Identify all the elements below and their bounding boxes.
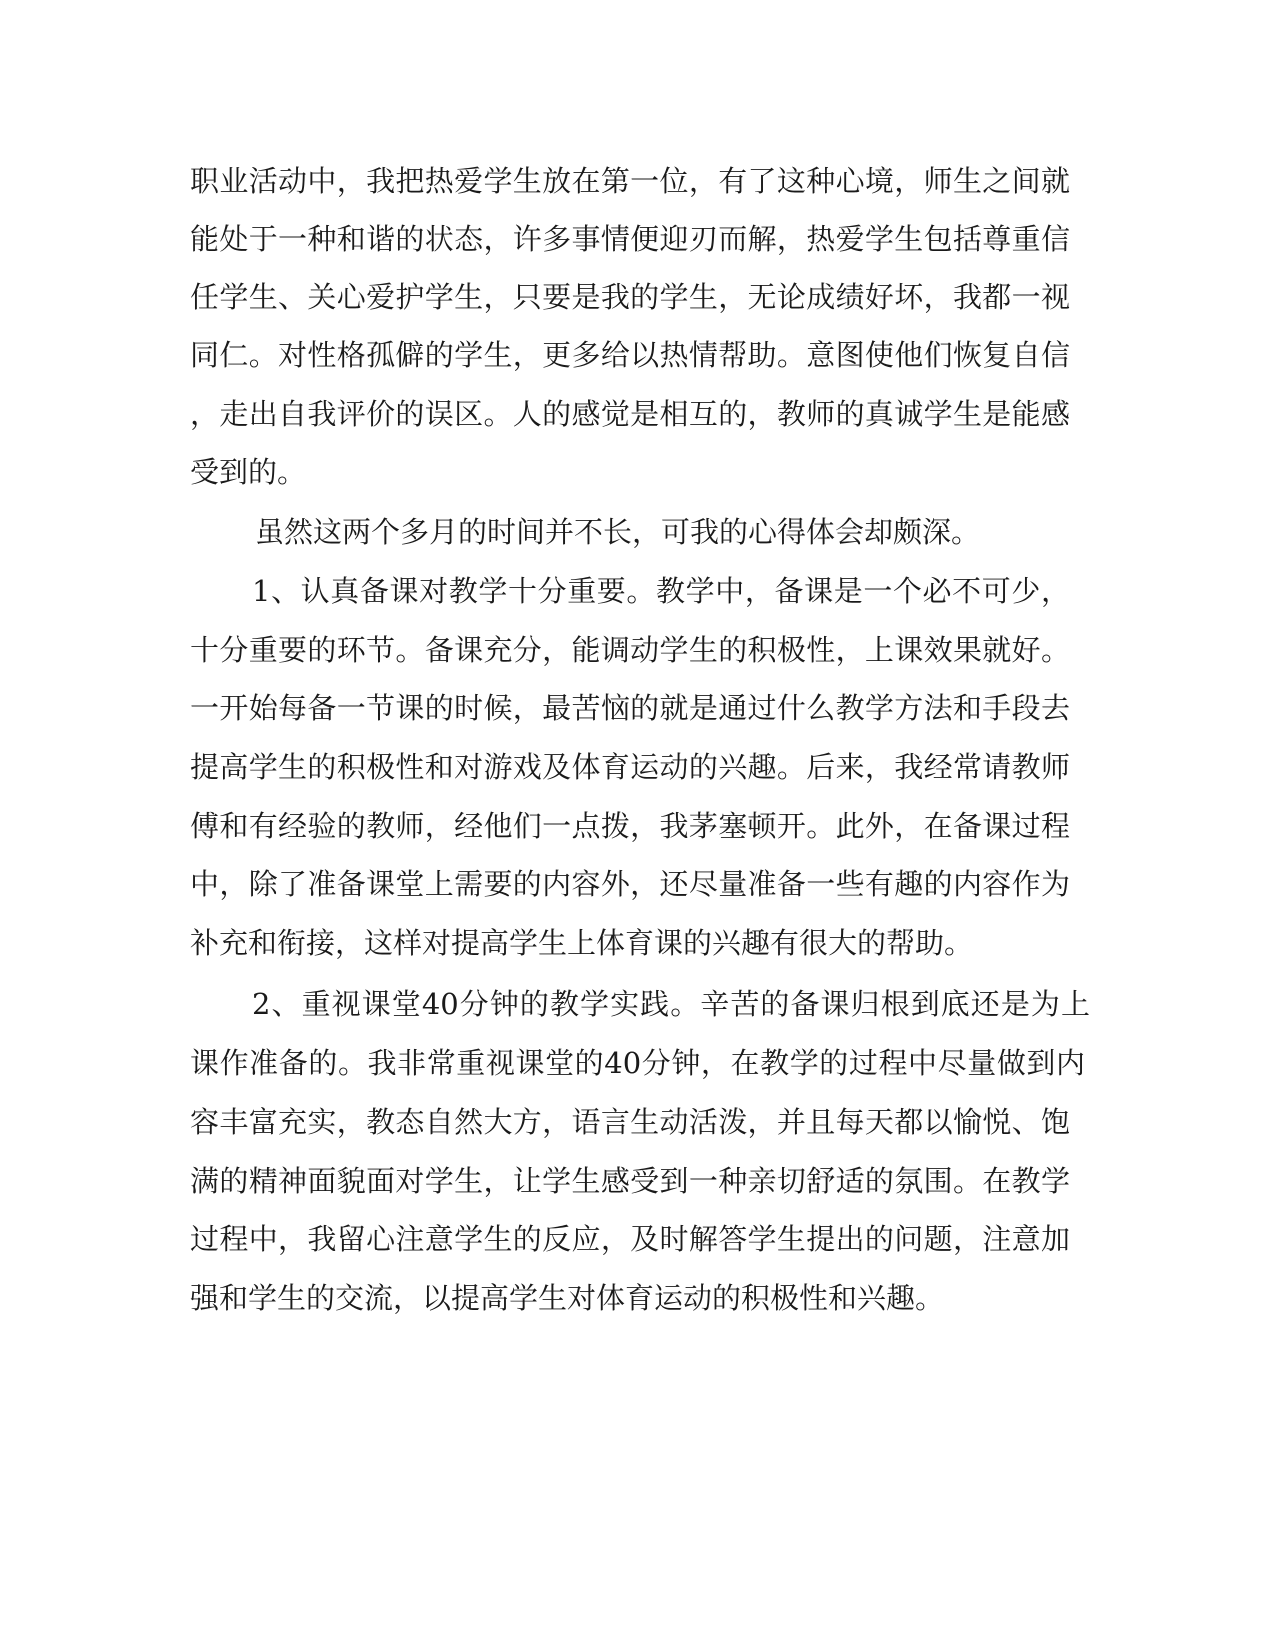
paragraph-line: 同仁。对性格孤僻的学生，更多给以热情帮助。意图使他们恢复自信 (190, 338, 1070, 372)
paragraph-line: 任学生、关心爱护学生，只要是我的学生，无论成绩好坏，我都一视 (190, 280, 1070, 314)
paragraph-line: 课作准备的。我非常重视课堂的40分钟，在教学的过程中尽量做到内 (190, 1046, 1085, 1080)
paragraph-line: 职业活动中，我把热爱学生放在第一位，有了这种心境，师生之间就 (190, 164, 1070, 198)
paragraph-line: 满的精神面貌面对学生，让学生感受到一种亲切舒适的氛围。在教学 (190, 1164, 1070, 1198)
paragraph-line: 补充和衔接，这样对提高学生上体育课的兴趣有很大的帮助。 (190, 926, 974, 960)
paragraph-line: ，走出自我评价的误区。人的感觉是相互的，教师的真诚学生是能感 (190, 397, 1070, 431)
paragraph-line: 能处于一种和谐的状态，许多事情便迎刃而解，热爱学生包括尊重信 (190, 222, 1070, 256)
paragraph-line: 虽然这两个多月的时间并不长，可我的心得体会却颇深。 (255, 515, 981, 549)
paragraph-line: 提高学生的积极性和对游戏及体育运动的兴趣。后来，我经常请教师 (190, 750, 1070, 784)
paragraph-line: 强和学生的交流，以提高学生对体育运动的积极性和兴趣。 (190, 1281, 945, 1315)
paragraph-line: 容丰富充实，教态自然大方，语言生动活泼，并且每天都以愉悦、饱 (190, 1105, 1070, 1139)
paragraph-line: 2、重视课堂40分钟的教学实践。辛苦的备课归根到底还是为上 (252, 987, 1090, 1021)
paragraph-line: 1、认真备课对教学十分重要。教学中，备课是一个必不可少， (252, 574, 1070, 608)
paragraph-line: 受到的。 (190, 455, 307, 489)
paragraph-line: 过程中，我留心注意学生的反应，及时解答学生提出的问题，注意加 (190, 1222, 1070, 1256)
paragraph-line: 傅和有经验的教师，经他们一点拨，我茅塞顿开。此外，在备课过程 (190, 809, 1070, 843)
paragraph-line: 十分重要的环节。备课充分，能调动学生的积极性，上课效果就好。 (190, 633, 1070, 667)
paragraph-line: 一开始每备一节课的时候，最苦恼的就是通过什么教学方法和手段去 (190, 691, 1070, 725)
paragraph-line: 中，除了准备课堂上需要的内容外，还尽量准备一些有趣的内容作为 (190, 867, 1070, 901)
